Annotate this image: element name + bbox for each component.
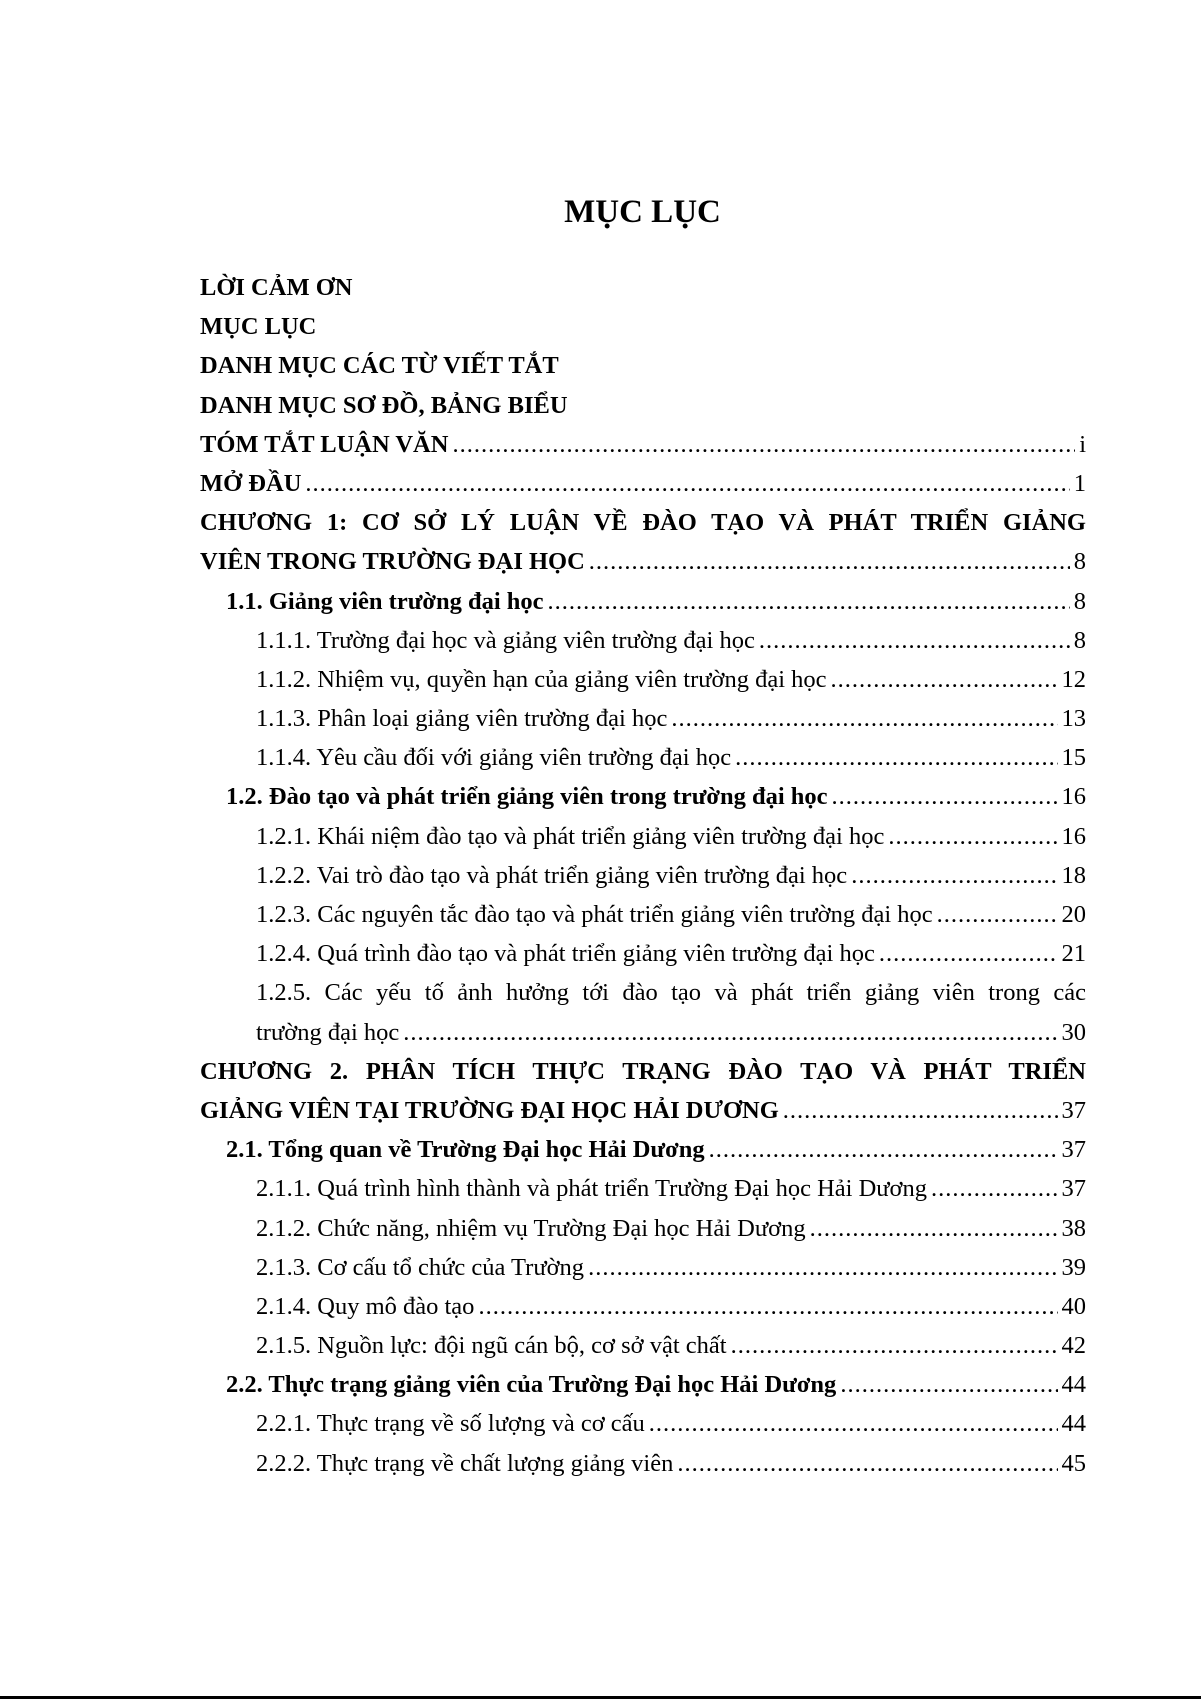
toc-entry-text: 1.1.3. Phân loại giảng viên trường đại học [256,705,668,733]
toc-entry-1-1-2[interactable] [200,660,1086,699]
toc-page-number: 8 [1073,548,1086,576]
dot-leader [840,1365,1057,1404]
dot-leader [671,699,1057,738]
toc-entry-chapter-1-line-1[interactable] [200,503,1086,542]
toc-page-number: 15 [1061,744,1086,772]
toc-entry-text: TÓM TẮT LUẬN VĂN [200,430,449,458]
toc-entry-text: CHƯƠNG 2. PHÂN TÍCH THỰC TRẠNG ĐÀO TẠO VÀ PHÁT TRIỂN [200,1057,1086,1085]
dot-leader [931,1169,1057,1208]
dot-leader [851,856,1057,895]
toc-entry-text: 1.1.1. Trường đại học và giảng viên trường đại học [256,626,755,654]
toc-page-number: 37 [1061,1136,1086,1164]
toc-entry-text: 1.1.4. Yêu cầu đối với giảng viên trường đại học [256,744,732,772]
toc-entry-1-1-1[interactable] [200,621,1086,660]
toc-entry-2-1-2[interactable] [200,1209,1086,1248]
dot-leader [588,1248,1057,1287]
toc-page-number: 38 [1061,1214,1086,1242]
toc-entry-1-2-1[interactable] [200,817,1086,856]
toc-page-number: 37 [1061,1096,1086,1124]
toc-entry-1-2-3[interactable] [200,895,1086,934]
toc-entry-text: 1.1. Giảng viên trường đại học [226,587,544,615]
toc-entry-text: 2.1.5. Nguồn lực: đội ngũ cán bộ, cơ sở vật chất [256,1332,727,1360]
toc-entry-text: LỜI CẢM ƠN [200,274,353,301]
toc-entry-chapter-1-line-2[interactable] [200,542,1086,581]
toc-entry-loi-cam-on[interactable] [200,268,1086,307]
toc-entry-text: 2.2. Thực trạng giảng viên của Trường Đại học Hải Dương [226,1371,837,1399]
dot-leader [709,1130,1058,1169]
toc-entry-text: trường đại học [256,1018,400,1046]
dot-leader [832,777,1058,816]
toc-entry-text: MỤC LỤC [200,313,317,341]
dot-leader [589,542,1070,581]
dot-leader [735,738,1057,777]
toc-page-number: 8 [1073,587,1086,615]
toc-entry-abbreviations[interactable] [200,346,1086,385]
dot-leader [731,1326,1058,1365]
toc-entry-text: 1.2. Đào tạo và phát triển giảng viên trong trường đại học [226,783,828,811]
dot-leader [879,934,1058,973]
toc-title: MỤC LỤC [564,194,721,230]
dot-leader [937,895,1058,934]
toc-page-number: 44 [1061,1410,1086,1438]
toc-entry-text: 2.2.2. Thực trạng về chất lượng giảng viên [256,1449,674,1477]
toc-entry-2-2-2[interactable] [200,1444,1086,1483]
toc-entry-muc-luc[interactable] [200,307,1086,346]
toc-entry-2-1[interactable] [200,1130,1086,1169]
toc-page-number: 12 [1061,665,1086,693]
toc-entry-text: DANH MỤC CÁC TỪ VIẾT TẮT [200,352,559,380]
toc-entry-1-2-2[interactable] [200,856,1086,895]
toc-entry-text: 1.2.3. Các nguyên tắc đào tạo và phát triển giảng viên trường đại học [256,901,933,928]
toc-page-number: 44 [1061,1371,1086,1399]
dot-leader [403,1013,1057,1052]
dot-leader [831,660,1058,699]
toc-entry-1-2-5-line-1[interactable] [200,973,1086,1012]
toc-page-number: 40 [1061,1292,1086,1320]
toc-page-number: i [1079,430,1086,458]
toc-entry-text: 1.2.5. Các yếu tố ảnh hưởng tới đào tạo và phát triển giảng viên trong các [256,979,1086,1007]
toc-entry-1-1-3[interactable] [200,699,1086,738]
toc-page-number: 45 [1061,1449,1086,1477]
toc-page-number: 13 [1061,705,1086,733]
toc-entry-1-1[interactable] [200,582,1086,621]
toc-entry-2-2[interactable] [200,1365,1086,1404]
toc-entry-text: 1.2.2. Vai trò đào tạo và phát triển giảng viên trường đại học [256,861,848,889]
toc-entry-2-1-1[interactable] [200,1169,1086,1208]
dot-leader [649,1404,1058,1443]
toc-entry-text: 2.2.1. Thực trạng về số lượng và cơ cấu [256,1410,645,1438]
toc-entry-summary[interactable] [200,425,1086,464]
toc-entry-text: CHƯƠNG 1: CƠ SỞ LÝ LUẬN VỀ ĐÀO TẠO VÀ PHÁT TRIỂN GIẢNG [200,509,1086,537]
toc-page-number: 39 [1061,1253,1086,1281]
toc-entry-text: MỞ ĐẦU [200,469,302,497]
dot-leader [759,621,1070,660]
toc-entry-text: 1.2.4. Quá trình đào tạo và phát triển giảng viên trường đại học [256,940,875,968]
toc-page-number: 8 [1073,626,1086,654]
dot-leader [305,464,1069,503]
dot-leader [548,582,1070,621]
toc-entry-text: 2.1. Tổng quan về Trường Đại học Hải Dương [226,1136,705,1164]
dot-leader [810,1209,1058,1248]
toc-entry-2-2-1[interactable] [200,1404,1086,1443]
toc-page-number: 37 [1061,1175,1086,1203]
dot-leader [677,1444,1057,1483]
toc-page-number: 18 [1061,861,1086,889]
toc-entry-chapter-2-line-1[interactable] [200,1052,1086,1091]
toc-entry-1-2-4[interactable] [200,934,1086,973]
table-of-contents [200,268,1086,1483]
toc-page-number: 42 [1061,1332,1086,1360]
toc-page-number: 1 [1073,469,1086,497]
toc-entry-text: 2.1.4. Quy mô đào tạo [256,1292,475,1320]
toc-page-number: 16 [1061,822,1086,850]
toc-page-number: 20 [1061,901,1086,928]
toc-entry-text: 2.1.3. Cơ cấu tổ chức của Trường [256,1253,585,1281]
toc-entry-text: 2.1.1. Quá trình hình thành và phát triển Trường Đại học Hải Dương [256,1175,928,1203]
toc-entry-1-1-4[interactable] [200,738,1086,777]
dot-leader [888,817,1057,856]
toc-entry-figures-tables[interactable] [200,386,1086,425]
toc-entry-introduction[interactable] [200,464,1086,503]
toc-entry-text: 2.1.2. Chức năng, nhiệm vụ Trường Đại học Hải Dương [256,1214,806,1242]
dot-leader [783,1091,1058,1130]
toc-entry-2-1-4[interactable] [200,1287,1086,1326]
toc-entry-1-2-5-line-2[interactable] [200,1013,1086,1052]
toc-entry-2-1-5[interactable] [200,1326,1086,1365]
dot-leader [452,425,1075,464]
toc-entry-1-2[interactable] [200,777,1086,816]
toc-entry-text: 1.2.1. Khái niệm đào tạo và phát triển giảng viên trường đại học [256,822,885,850]
toc-entry-text: VIÊN TRONG TRƯỜNG ĐẠI HỌC [200,548,585,576]
dot-leader [478,1287,1057,1326]
toc-entry-2-1-3[interactable] [200,1248,1086,1287]
toc-entry-chapter-2-line-2[interactable] [200,1091,1086,1130]
toc-entry-text: DANH MỤC SƠ ĐỒ, BẢNG BIỂU [200,391,568,419]
toc-page-number: 16 [1061,783,1086,811]
toc-entry-text: 1.1.2. Nhiệm vụ, quyền hạn của giảng viên trường đại học [256,665,827,693]
toc-entry-text: GIẢNG VIÊN TẠI TRƯỜNG ĐẠI HỌC HẢI DƯƠNG [200,1096,779,1124]
toc-page-number: 30 [1061,1018,1086,1046]
toc-page-number: 21 [1061,940,1086,968]
